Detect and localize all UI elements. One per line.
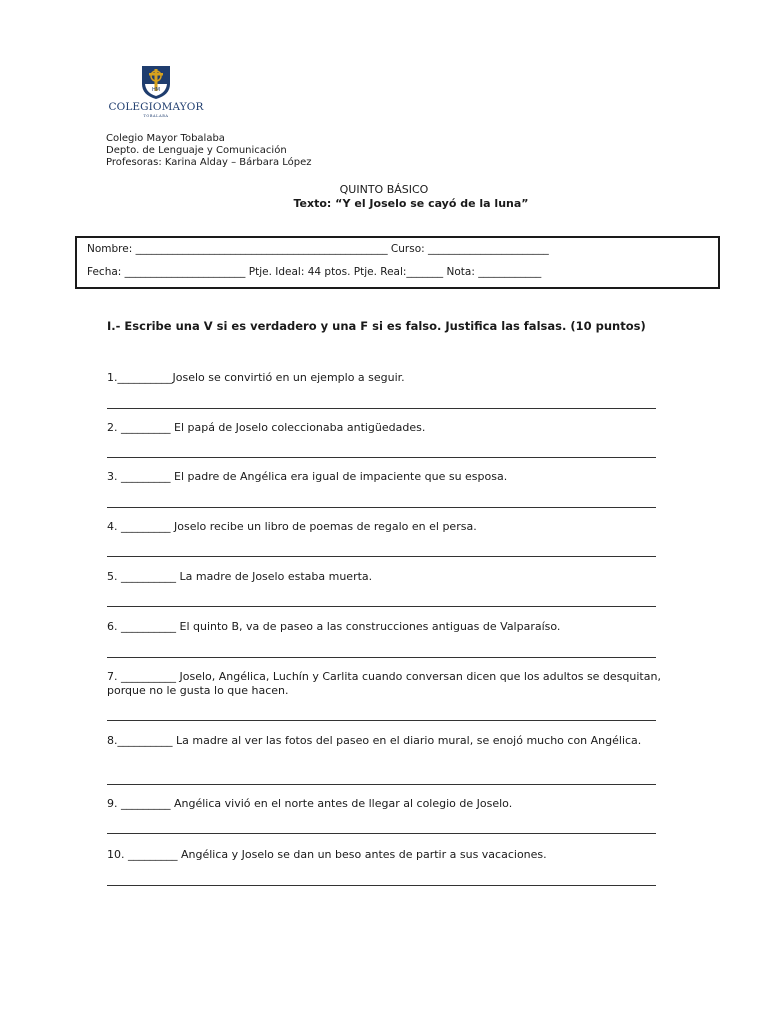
svg-text:HM: HM xyxy=(151,87,161,93)
question-item-5[interactable]: 5. __________ La madre de Joselo estaba muerta. xyxy=(107,570,373,583)
answer-line-3[interactable] xyxy=(107,507,656,508)
logo-subtitle: TOBALABA xyxy=(143,114,169,118)
answer-line-10[interactable] xyxy=(107,885,656,886)
logo-name: COLEGIOMAYOR xyxy=(108,101,204,113)
question-item-7[interactable]: 7. __________ Joselo, Angélica, Luchín y Carlita cuando conversan dicen que los adultos se desquitan, porque no le gusta lo que hacen. xyxy=(107,670,661,697)
question-item-6[interactable]: 6. __________ El quinto B, va de paseo a las construcciones antiguas de Valparaíso. xyxy=(107,620,561,633)
date-score-row[interactable]: Fecha: _______________________ Ptje. Ideal: 44 ptos. Ptje. Real:_______ Nota: ____________ xyxy=(87,266,542,278)
student-info-box xyxy=(75,236,720,289)
question-item-4[interactable]: 4. _________ Joselo recibe un libro de poemas de regalo en el persa. xyxy=(107,520,477,533)
answer-line-6[interactable] xyxy=(107,657,656,658)
answer-line-5[interactable] xyxy=(107,606,656,607)
answer-line-4[interactable] xyxy=(107,556,656,557)
grade-level: QUINTO BÁSICO xyxy=(339,183,429,196)
answer-line-1[interactable] xyxy=(107,408,656,409)
department: Depto. de Lenguaje y Comunicación xyxy=(106,145,287,156)
answer-line-8[interactable] xyxy=(107,784,656,785)
answer-line-2[interactable] xyxy=(107,457,656,458)
name-course-row[interactable]: Nombre: ________________________________________________ Curso: _______________________ xyxy=(87,243,549,255)
question-item-1[interactable]: 1.__________Joselo se convirtió en un ejemplo a seguir. xyxy=(107,371,405,384)
header-info xyxy=(106,133,312,169)
question-item-8[interactable]: 8.__________ La madre al ver las fotos del paseo en el diario mural, se enojó mucho con Angélica. xyxy=(107,734,642,747)
section-title: I.- Escribe una V si es verdadero y una F si es falso. Justifica las falsas. (10 puntos) xyxy=(107,319,646,333)
question-item-9[interactable]: 9. _________ Angélica vivió en el norte antes de llegar al colegio de Joselo. xyxy=(107,797,513,810)
reading-title: Texto: “Y el Joselo se cayó de la luna” xyxy=(293,197,529,210)
question-item-3[interactable]: 3. _________ El padre de Angélica era igual de impaciente que su esposa. xyxy=(107,470,508,483)
shield-icon xyxy=(140,64,172,100)
question-item-2[interactable]: 2. _________ El papá de Joselo coleccionaba antigüedades. xyxy=(107,421,426,434)
answer-line-7[interactable] xyxy=(107,720,656,721)
answer-line-9[interactable] xyxy=(107,833,656,834)
school-name: Colegio Mayor Tobalaba xyxy=(106,133,225,144)
question-item-10[interactable]: 10. _________ Angélica y Joselo se dan un beso antes de partir a sus vacaciones. xyxy=(107,848,547,861)
teachers: Profesoras: Karina Alday – Bárbara López xyxy=(106,157,312,168)
school-logo xyxy=(104,64,208,120)
